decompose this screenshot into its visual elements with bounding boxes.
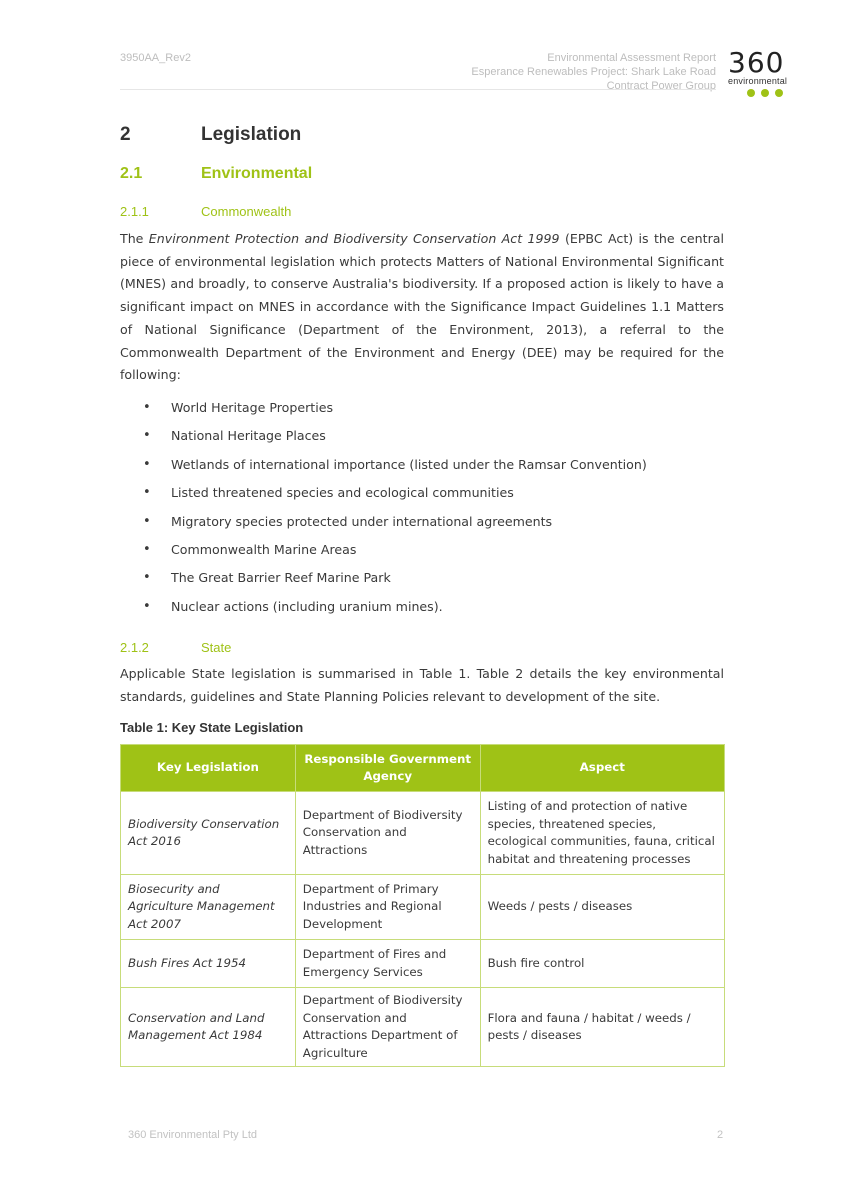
mnes-list [143,396,647,623]
logo-dot [775,89,783,97]
list-item: • Migratory species protected under international agreements [143,510,647,538]
table-cell: Department of Fires and Emergency Services [295,940,480,988]
commonwealth-title: Commonwealth [201,204,292,219]
report-title: Environmental Assessment Report [547,52,716,64]
table-cell: Department of Primary Industries and Regional Development [295,875,480,940]
footer-company: 360 Environmental Pty Ltd [128,1129,258,1141]
table-caption: Table 1: Key State Legislation [120,720,304,735]
commonwealth-heading [120,204,291,219]
list-item: • Commonwealth Marine Areas [143,538,647,566]
company-logo [728,46,806,97]
state-number: 2.1.2 [120,640,149,655]
table-row [121,875,725,940]
table-cell: Weeds / pests / diseases [480,875,724,940]
list-item: • Wetlands of international importance (listed under the Ramsar Convention) [143,453,647,481]
table-cell: Flora and fauna / habitat / weeds / pests / diseases [480,988,724,1067]
list-item: • Listed threatened species and ecological communities [143,481,647,509]
table-cell: Biosecurity and Agriculture Management Act 2007 [121,875,296,940]
header-divider [120,89,716,90]
list-item: • The Great Barrier Reef Marine Park [143,566,647,594]
table-cell: Department of Biodiversity Conservation and Attractions [295,792,480,875]
state-paragraph: Applicable State legislation is summarised in Table 1. Table 2 details the key environmental standards, guidelines and State Planning Policies relevant to development of the site. [120,666,724,704]
list-item: • Nuclear actions (including uranium mines). [143,595,647,623]
para-text-rest: (EPBC Act) is the central piece of environmental legislation which protects Matters of National Environmental Significant (MNES) and broadly, to conserve Australia's biodiversity. If a proposed action is likely to have a significant impact on MNES in accordance with the Significance Impact Guidelines 1.1 Matters of National Significance (Department of the Environment, 2013), a referral to the Commonwealth Department of the Environment and Energy (DEE) may be required for the following: [120,231,724,383]
logo-dots [728,89,806,97]
list-item: • World Heritage Properties [143,396,647,424]
section-title: Legislation [201,124,302,145]
project-name: Esperance Renewables Project: Shark Lake Road [471,66,716,78]
column-header: Key Legislation [121,745,296,792]
table-header-row [121,745,725,792]
para-text-start: The [120,231,149,246]
section-heading [120,124,301,146]
table-row [121,988,725,1067]
logo-dot [761,89,769,97]
logo-number: 360 [728,46,785,79]
list-item: • National Heritage Places [143,424,647,452]
client-name: Contract Power Group [606,80,716,92]
table-row [121,792,725,875]
commonwealth-number: 2.1.1 [120,204,149,219]
epbc-paragraph [120,228,724,387]
document-code: 3950AA_Rev2 [120,52,191,64]
subsection-title: Environmental [201,165,313,182]
state-title: State [201,640,232,655]
column-header: Responsible Government Agency [295,745,480,792]
column-header: Aspect [480,745,724,792]
logo-word: environmental [728,76,788,86]
report-header [471,51,716,93]
table-cell: Bush Fires Act 1954 [121,940,296,988]
table-cell: Department of Biodiversity Conservation and Attractions Department of Agriculture [295,988,480,1067]
table-cell: Bush fire control [480,940,724,988]
legislation-table [120,744,725,1067]
section-number: 2 [120,124,131,145]
table-row [121,940,725,988]
page-number: 2 [717,1129,724,1141]
table-cell: Biodiversity Conservation Act 2016 [121,792,296,875]
state-heading [120,640,231,655]
logo-dot [747,89,755,97]
table-cell: Conservation and Land Management Act 1984 [121,988,296,1067]
act-name: Environment Protection and Biodiversity Conservation Act 1999 [148,231,560,246]
subsection-number: 2.1 [120,165,143,182]
table-cell: Listing of and protection of native species, threatened species, ecological communities, fauna, critical habitat and threatening processes [480,792,724,875]
subsection-heading [120,165,312,183]
